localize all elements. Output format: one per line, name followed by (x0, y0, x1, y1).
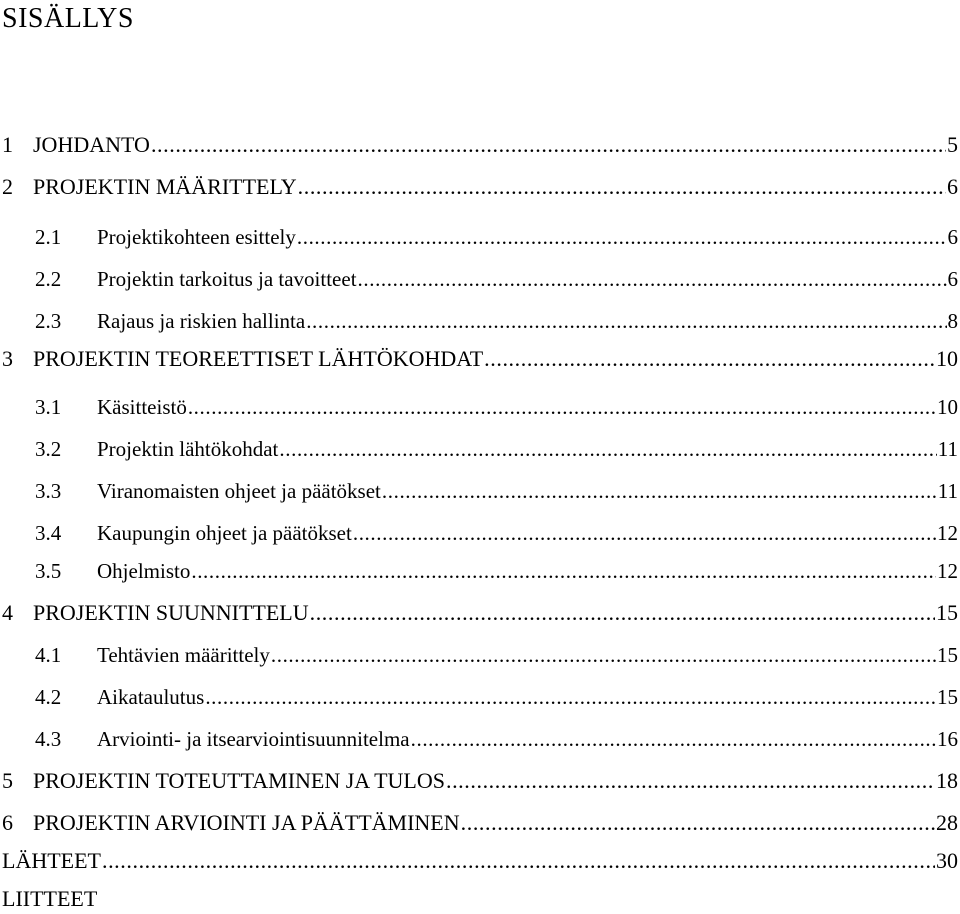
toc-entry[interactable] (35, 476, 958, 506)
toc-entry-title: Kaupungin ohjeet ja päätökset (97, 521, 352, 545)
toc-entry-title: Käsitteistö (97, 395, 187, 419)
toc-entry-title: Tehtävien määrittely (97, 643, 270, 667)
toc-entry-page: 18 (936, 768, 958, 793)
toc-entry-number: 3 (2, 346, 13, 371)
toc-dot-leader (191, 556, 936, 586)
toc-entry-title: JOHDANTO (33, 132, 150, 157)
toc-entry-number: 2 (2, 174, 13, 199)
toc-entry-title: Aikataulutus (97, 685, 205, 709)
toc-entry-title: LÄHTEET (2, 848, 101, 873)
toc-entry-page: 11 (937, 437, 958, 461)
toc-entry-title: Ohjelmisto (97, 559, 191, 583)
toc-entry-page: 15 (936, 600, 958, 625)
toc-entry-title: PROJEKTIN TEOREETTISET LÄHTÖKOHDAT (33, 346, 484, 371)
toc-entry-title: PROJEKTIN ARVIOINTI JA PÄÄTTÄMINEN (33, 810, 460, 835)
toc-entry-page: 30 (936, 848, 958, 873)
toc-entry-number: 5 (2, 768, 13, 793)
toc-entry[interactable] (2, 846, 958, 876)
toc-dot-leader (446, 766, 935, 796)
toc-entry[interactable] (35, 392, 958, 422)
toc-heading: SISÄLLYS (2, 3, 134, 34)
toc-dot-leader (188, 392, 936, 422)
toc-entry-page: 8 (947, 309, 958, 333)
toc-entry-page: 15 (937, 643, 958, 667)
toc-entry[interactable] (35, 222, 958, 252)
toc-dot-leader (461, 808, 935, 838)
toc-entry-title: Projektin tarkoitus ja tavoitteet (97, 267, 357, 291)
toc-entry-number: 4.1 (35, 643, 62, 667)
toc-entry-number: 2.1 (35, 225, 62, 249)
toc-entry-page: 12 (937, 521, 958, 545)
toc-entry[interactable] (2, 344, 958, 374)
toc-dot-leader (306, 306, 946, 336)
toc-entry-title: Projektikohteen esittely (97, 225, 296, 249)
toc-entry[interactable] (35, 682, 958, 712)
toc-entry-number: 2.2 (35, 267, 62, 291)
toc-entry[interactable] (2, 808, 958, 838)
toc-entry-title: PROJEKTIN MÄÄRITTELY (33, 174, 297, 199)
toc-entry-number: 3.5 (35, 559, 62, 583)
toc-entry-number: 3.2 (35, 437, 62, 461)
toc-entry-number: 4 (2, 600, 13, 625)
toc-entry-number: 1 (2, 132, 13, 157)
toc-dot-leader (151, 130, 946, 160)
toc-entry[interactable] (35, 724, 958, 754)
toc-entry-page: 6 (947, 225, 958, 249)
toc-entry-page: 6 (947, 174, 958, 199)
toc-dot-leader (271, 640, 936, 670)
toc-entry-title: Projektin lähtökohdat (97, 437, 279, 461)
toc-entry-number: 4.2 (35, 685, 62, 709)
toc-entry[interactable] (2, 130, 958, 160)
toc-entry[interactable] (35, 264, 958, 294)
toc-entry-title: Viranomaisten ohjeet ja päätökset (97, 479, 381, 503)
toc-entry[interactable] (35, 434, 958, 464)
toc-entry-page: 28 (936, 810, 958, 835)
toc-entry-page: 6 (947, 267, 958, 291)
toc-entry-number: 3.1 (35, 395, 62, 419)
toc-entry-page: 15 (937, 685, 958, 709)
toc-entry-number: 6 (2, 810, 13, 835)
toc-entry-title: PROJEKTIN TOTEUTTAMINEN JA TULOS (33, 768, 445, 793)
toc-entry-number: 3.3 (35, 479, 62, 503)
toc-dot-leader (358, 264, 947, 294)
toc-entry[interactable] (2, 598, 958, 628)
toc-entry-title: Rajaus ja riskien hallinta (97, 309, 306, 333)
toc-dot-leader (297, 222, 947, 252)
toc-entry[interactable] (2, 172, 958, 202)
toc-entry-page: 11 (937, 479, 958, 503)
toc-entry-number: 3.4 (35, 521, 62, 545)
toc-dot-leader (411, 724, 936, 754)
toc-dot-leader (298, 172, 946, 202)
toc-entry-page: 10 (936, 346, 958, 371)
toc-entry-page: 10 (937, 395, 958, 419)
toc-dot-leader (382, 476, 937, 506)
toc-dot-leader (279, 434, 936, 464)
toc-dot-leader (310, 598, 935, 628)
toc-entry-number: 2.3 (35, 309, 62, 333)
toc-entry-page: 5 (947, 132, 958, 157)
toc-entry[interactable] (35, 556, 958, 586)
toc-entry[interactable] (2, 766, 958, 796)
toc-dot-leader (102, 846, 935, 876)
toc-entry[interactable] (35, 518, 958, 548)
toc-entry-number: 4.3 (35, 727, 62, 751)
toc-entry-page: 12 (937, 559, 958, 583)
toc-entry-page: 16 (937, 727, 958, 751)
toc-entry[interactable] (35, 640, 958, 670)
toc-dot-leader (353, 518, 936, 548)
toc-dot-leader (205, 682, 936, 712)
toc-entry-title: PROJEKTIN SUUNNITTELU (33, 600, 309, 625)
toc-dot-leader (484, 344, 935, 374)
toc-entry-title: Arviointi- ja itsearviointisuunnitelma (97, 727, 410, 751)
toc-entry[interactable] (35, 306, 958, 336)
toc-appendices: LIITTEET (2, 886, 98, 911)
